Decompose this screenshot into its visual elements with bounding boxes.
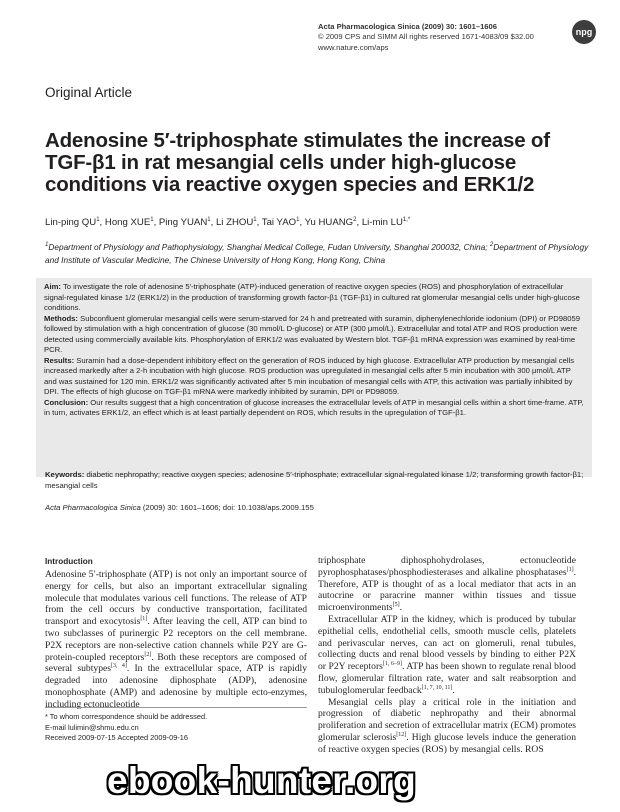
reference-link[interactable]: [1] (566, 566, 574, 573)
npg-logo-icon: npg (572, 20, 596, 44)
author-affil-sup: 1 (253, 216, 257, 223)
affil-sup: 2 (489, 242, 494, 249)
introduction-heading: Introduction (45, 557, 93, 566)
author-list: Lin-ping $QU^1$, Hong XUE$^1$, Ping YUAN$^1$, Li ZHOU$^1$, Tai YAO$^1$, Yu HUANG$^2$, Li-min $LU^{1,*}$ (45, 216, 411, 228)
citation-journal: Acta Pharmacologica Sinica (45, 503, 141, 512)
body-column-left (45, 569, 307, 711)
author-name: Lin-ping QU (45, 217, 97, 228)
reference-link[interactable]: [12] (396, 731, 407, 738)
journal-website: www.nature.com/aps (318, 42, 389, 52)
footnote-divider (45, 707, 307, 708)
abstract-aim: Aim: To investigate the role of adenosine 5′-triphosphate (ATP)-induced generation of reactive oxygen species (ROS) and phosphorylation of extracellular signal-regulated kinase 1/2 (ERK1/2) in the production of transforming growth factor-β1 (TGF-β1) in cultured rat glomerular mesangial cells under high-glucose conditions. (44, 282, 580, 312)
author-affil-sup: 1 (150, 216, 154, 223)
author-name: Tai YAO (261, 217, 297, 228)
reference-link[interactable]: [1] (140, 616, 148, 622)
keywords-text: diabetic nephropathy; reactive oxygen species; adenosine 5′-triphosphate; extracellular signal-regulated kinase 1/2; transforming growth factor-β1; mesangial cells (45, 470, 584, 490)
keywords (45, 470, 595, 491)
author-affil-sup: 1 (296, 216, 300, 223)
reference-link[interactable]: [5] (392, 602, 400, 608)
author-name: Hong XUE (104, 217, 151, 228)
body-column-right (318, 555, 576, 756)
body-paragraph: Extracellular ATP in the kidney, which is produced by tubular epithelial cells, endothelial cells, smooth muscle cells, platelets and perivascular nerves, can act on glomeruli, renal tubules, collecting ducts and renal blood vessels by binding to either P2X or P2Y receptors[1, 6–9]. ATP has been shown to regulate renal blood flow, glomerular filtration rate, water and salt reabsorption and tubuloglomerular feedback[1, 7, 10, 11]. (318, 613, 576, 696)
affiliation-2: Department of Physiology and Institute of Vascular Medicine, The Chinese University of Hong Kong, Hong Kong, China (45, 242, 589, 265)
reference-link[interactable]: [1, 6–9] (382, 660, 402, 667)
reference-link[interactable]: [1, 7, 10, 11] (421, 684, 453, 691)
author-affil-sup: 1,* (402, 216, 411, 223)
keywords-label: Keywords: (45, 470, 85, 479)
abstract-box (36, 278, 592, 477)
body-paragraph: Adenosine 5′-triphosphate (ATP) is not only an important source of energy for cells, but also an important extracellular signaling molecule that modulates various cell functions. The release of ATP from the cell occurs by conductive transportation, facilitated transport and exocytosis[1]. After leaving the cell, ATP can bind to two subclasses of purinergic P2 receptors on the cell membrane. P2X receptors are non-selective cation channels while P2Y are G-protein-coupled receptors[2]. Both these receptors are composed of several subtypes[3, 4]. In the extracellular space, ATP is rapidly degraded into adenosine diphosphate (ADP), adenosine monophosphate (AMP) and adenosine by multiple ecto-enzymes, including ectonucleotide (45, 569, 307, 710)
abstract-conclusion: Conclusion: Our results suggest that a high concentration of glucose increases the extracellular levels of ATP in mesangial cells within a short time-frame. ATP, in turn, activates ERK1/2, an effect which is at least partially dependent on ROS, which results in the upregulation of TGF-β1. (44, 397, 584, 417)
body-paragraph: triphosphate diphosphohydrolases, ectonucleotide pyrophosphatases/phosphodiesterases and alkaline phosphatases[1]. Therefore, ATP is thought of as a local mediator that acts in an autocrine or paracrine manner within tissues and tissue microenvironments[5]. (318, 555, 576, 614)
correspondence-note: * To whom correspondence should be addressed. (45, 712, 208, 721)
watermark: ebook-hunter.org (107, 760, 417, 801)
affiliations (45, 241, 590, 267)
citation-details: (2009) 30: 1601–1606; doi: 10.1038/aps.2009.155 (142, 503, 314, 512)
correspondence-email[interactable]: E-mail lulimin@shmu.edu.cn (45, 722, 139, 732)
received-accepted-dates: Received 2009-07-15 Accepted 2009-09-16 (45, 733, 188, 742)
reference-link[interactable]: [3, 4] (110, 663, 127, 670)
footnote (45, 712, 207, 744)
author-name: Yu HUANG (304, 217, 354, 228)
article-title: Adenosine 5′-triphosphate stimulates the increase of TGF-β1 in rat mesangial cells under high-glucose conditions via reactive oxygen species and ERK1/2 (45, 129, 550, 196)
copyright-line: © 2009 CPS and SIMM All rights reserved 1671-4083/09 $32.00 (318, 32, 534, 42)
author-name: Li-min LU (361, 217, 403, 228)
journal-citation-line: Acta Pharmacologica Sinica (2009) 30: 1601–1606 (318, 22, 497, 31)
section-label: Original Article (45, 85, 133, 100)
body-paragraph: Mesangial cells play a critical role in the initiation and progression of diabetic nephropathy and their abnormal proliferation and secretion of extracellular matrix (ECM) promotes glomerular sclerosis[12]. High glucose levels induce the generation of reactive oxygen species (ROS) by mesangial cells. ROS (318, 696, 576, 755)
abstract-methods: Methods: Subconfluent glomerular mesangial cells were serum-starved for 24 h and pretreated with suramin, diphenylenechloride iodonium (DPI) or PD98059 followed by stimulation with a high concentration of glucose (30 mmol/L D-glucose) or ATP (300 μmol/L). Extracellular and total ATP and ROS production were detected using commercially available kits. Phosphorylation of ERK1/2 was evaluated by Western blot. TGF-β1 mRNA expression was examined by real-time PCR. (44, 313, 580, 354)
author-affil-sup: 1 (207, 216, 211, 223)
affil-sup: 1 (45, 242, 49, 249)
journal-header (318, 22, 534, 53)
author-affil-sup: 1 (96, 216, 100, 223)
author-name: Ping YUAN (158, 217, 208, 228)
abstract-results: Results: Suramin had a dose-dependent inhibitory effect on the generation of ROS induced by high glucose. Extracellular ATP production by mesangial cells increased markedly after a 2-h incubation with high glucose. ROS production was upregulated in mesangial cells after 5 min incubation with 300 μmol/L ATP and was sustained for 120 min. ERK1/2 was significantly activated after 5 min incubation of mesangial cells with ATP, this activation was partially inhibited by DPI. The effects of high glucose on TGF-β1 mRNA were markedly inhibited by suramin, DPI or PD98059. (44, 355, 575, 396)
affiliation-1: Department of Physiology and Pathophysiology, Shanghai Medical College, Fudan University, Shanghai 200032, China; (48, 242, 488, 252)
author-name: Li ZHOU (215, 217, 254, 228)
author-affil-sup: 2 (353, 216, 357, 223)
reference-link[interactable]: [2] (144, 651, 152, 658)
article-citation (45, 503, 314, 512)
